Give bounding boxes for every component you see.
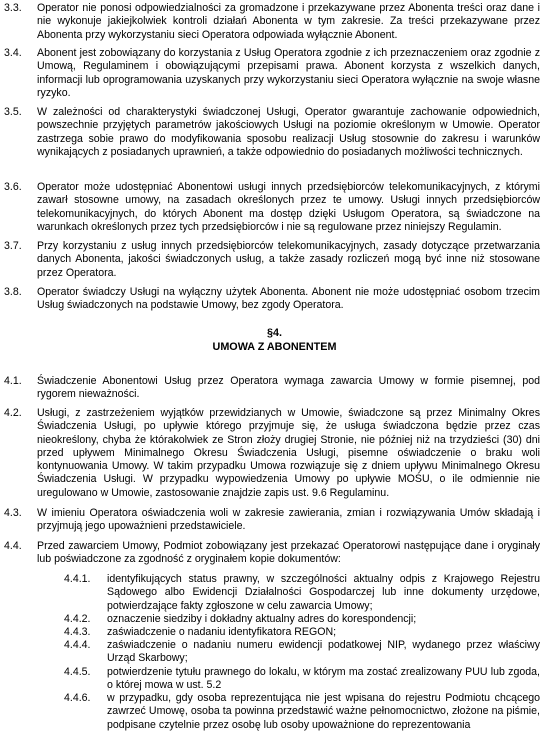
paragraph-number: 4.2. xyxy=(4,407,22,419)
subitem-text: potwierdzenie tytułu prawnego do lokalu, w którym ma zostać zrealizowany PUU lub zgoda, o której mowa w ust. 5.2 xyxy=(107,666,540,692)
subitem-text: zaświadczenie o nadaniu identyfikatora REGON; xyxy=(107,626,337,638)
paragraph-number: 4.3. xyxy=(4,507,22,519)
paragraph-text: Przed zawarciem Umowy, Podmiot zobowiązany jest przekazać Operatorowi następujące dane i oryginały lub poświadczone za zgodność z oryginałem kopie dokumentów: xyxy=(37,540,540,566)
subitem-number: 4.4.1. xyxy=(64,573,91,585)
subitem-text: w przypadku, gdy osoba reprezentująca nie jest wpisana do rejestru Podmiotu chcącego zawrzeć Umowę, osoba ta powinna przedstawić ważne pełnomocnictwo, złożone na piśmie, podpisane czytelnie przez osobę lub osoby upoważnione do reprezentowania xyxy=(107,692,540,731)
paragraph-text: Przy korzystaniu z usług innych przedsiębiorców telekomunikacyjnych, zasady dotyczące przetwarzania danych Abonenta, jakości świadczonych usług, a także zasady rozliczeń mogą być inne niż stosowane przez Operatora. xyxy=(37,240,540,279)
paragraph-text: Operator nie ponosi odpowiedzialności za gromadzone i przekazywane przez Abonenta treści oraz dane i nie wykonuje jakiejkolwiek kontroli działań Abonenta w tym zakresie. Za treści przekazywane przez Abonenta przy wykorzystaniu sieci Operatora odpowiada wyłącznie Abonent. xyxy=(37,2,540,41)
paragraph-text: Operator może udostępniać Abonentowi usługi innych przedsiębiorców telekomunikacyjnych, z którymi zawarł stosowne umowy, na zasadach określonych przez te umowy. Usługi innych przedsiębiorców telekomunikacyjnych, do których Abonent ma dostęp dzięki Usługom Operatora, są świadczone na warunkach określonych przez tych przedsiębiorców i nie są regulowane przez niniejszy Regulamin. xyxy=(37,181,540,233)
section-number: §4. xyxy=(266,327,282,339)
paragraph-number: 3.8. xyxy=(4,286,22,298)
paragraph-text: Usługi, z zastrzeżeniem wyjątków przewidzianych w Umowie, świadczone są przez Minimalny Okres Świadczenia Usługi, po upływie którego przyjmuje się, że usługa świadczona będzie przez czas nieokreślony, chyba że którakolwiek ze Stron złoży drugiej Stronie, nie później niż na trzydzieści (30) dni przed upływem Minimalnego Okresu Świadczenia Usługi, pisemne oświadczenie o braku woli kontynuowania Umowy. W takim przypadku Umowa rozwiązuje się z dniem upływu Minimalnego Okresu Świadczenia Usługi. W przypadku wypowiedzenia Umowy po upływie MOŚU, o ile odmiennie nie uregulowano w Umowie, zastosowanie znajdzie zapis ust. 9.6 Regulaminu. xyxy=(37,407,540,499)
paragraph-text: W zależności od charakterystyki świadczonej Usługi, Operator gwarantuje zachowanie odpowiednich, powszechnie przyjętych parametrów jakościowych Usługi na poziomie określonym w Umowie. Operator zastrzega sobie prawo do modyfikowania sposobu realizacji Usług stosownie do zakresu i warunków wynikających z posiadanych uprawnień, a także odpowiednio do posiadanych możliwości technicznych. xyxy=(37,106,540,158)
paragraph-text: Świadczenie Abonentowi Usług przez Operatora wymaga zawarcia Umowy w formie pisemnej, pod rygorem nieważności. xyxy=(37,375,540,401)
paragraph-number: 3.3. xyxy=(4,2,22,14)
subitem-number: 4.4.3. xyxy=(64,626,91,638)
paragraph-number: 3.4. xyxy=(4,47,22,59)
subitem-text: identyfikujących status prawny, w szczególności aktualny odpis z Krajowego Rejestru Sądowego albo Ewidencji Działalności Gospodarczej lub inne dokumenty urzędowe, potwierdzające fakty zgłoszone w celu zawarcia Umowy; xyxy=(107,573,540,612)
subitem-text: oznaczenie siedziby i dokładny aktualny adres do korespondencji; xyxy=(107,613,417,625)
paragraph-text: W imieniu Operatora oświadczenia woli w zakresie zawierania, zmian i rozwiązywania Umów składają i przyjmują jego upoważnieni przedstawiciele. xyxy=(37,507,540,533)
subitem-number: 4.4.5. xyxy=(64,666,91,678)
subitem-number: 4.4.4. xyxy=(64,639,91,651)
paragraph-number: 3.6. xyxy=(4,181,22,193)
subitem-number: 4.4.2. xyxy=(64,613,91,625)
paragraph-number: 4.4. xyxy=(4,540,22,552)
paragraph-number: 3.7. xyxy=(4,240,22,252)
section-title: UMOWA Z ABONENTEM xyxy=(212,341,337,353)
paragraph-number: 4.1. xyxy=(4,375,22,387)
subitem-number: 4.4.6. xyxy=(64,692,91,704)
paragraph-text: Operator świadczy Usługi na wyłączny użytek Abonenta. Abonent nie może udostępniać osobom trzecim Usług świadczonych na podstawie Umowy, bez zgody Operatora. xyxy=(37,286,540,312)
paragraph-number: 3.5. xyxy=(4,106,22,118)
paragraph-text: Abonent jest zobowiązany do korzystania z Usług Operatora zgodnie z ich przeznaczeniem oraz zgodnie z Umową, Regulaminem i obowiązującymi przepisami prawa. Abonent korzysta z wszelkich danych, informacji lub oprogramowania uzyskanych przy wykorzystaniu sieci Operatora wyłącznie na swoje własne ryzyko. xyxy=(37,47,540,99)
subitem-text: zaświadczenie o nadaniu numeru ewidencji podatkowej NIP, wydanego przez właściwy Urząd Skarbowy; xyxy=(107,639,540,665)
